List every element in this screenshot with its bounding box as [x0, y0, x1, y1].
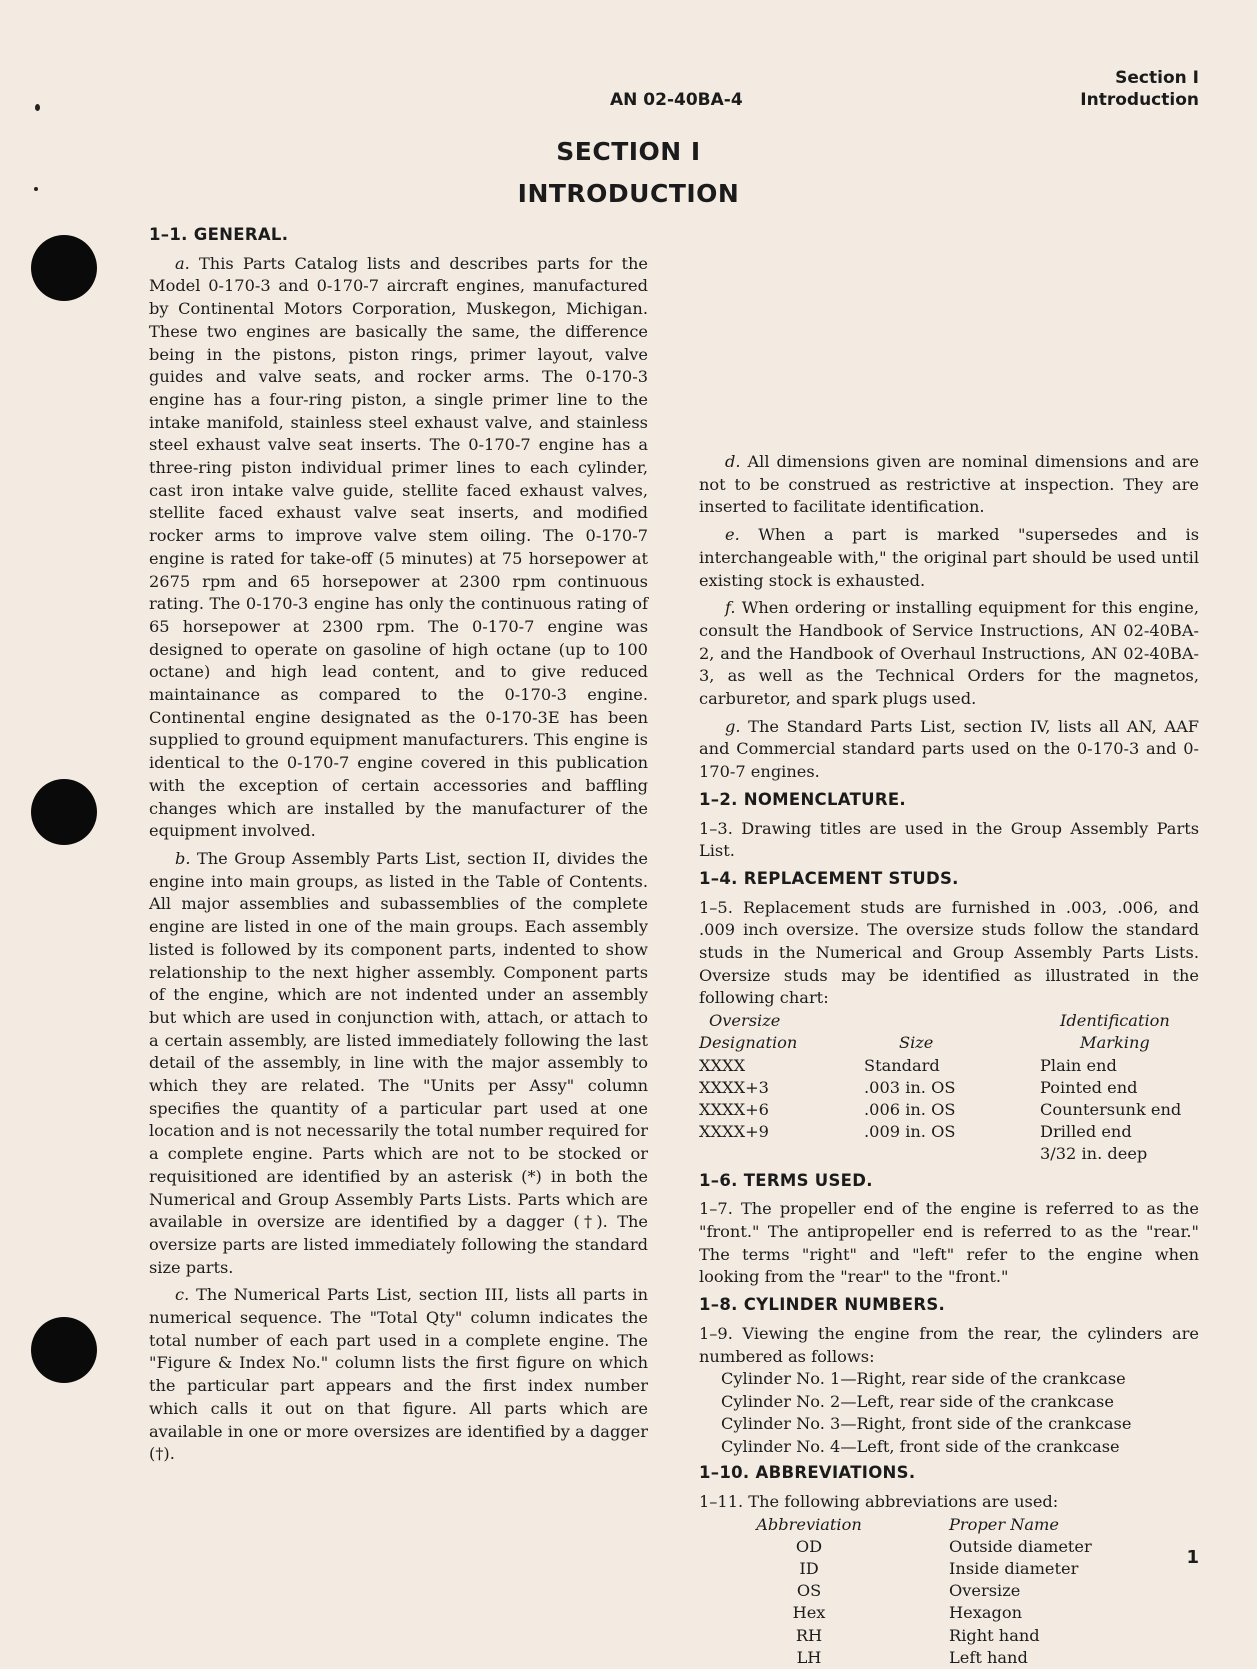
paragraph-c: [149, 1284, 648, 1466]
paragraph-text: When a part is marked "supersedes and is interchangeable with," the original part should be used until existing stock is exhausted.: [699, 525, 1199, 590]
table-cell: Pointed end: [1040, 1077, 1138, 1097]
table-cell: XXXX+3: [699, 1077, 769, 1097]
table-cell: [699, 1143, 864, 1165]
table-cell: Drilled end: [1040, 1122, 1132, 1142]
paragraph-text: The Group Assembly Parts List, section II, divides the engine into main groups, as listed in the Table of Contents. All major assemblies and subassemblies of the complete engine are listed in one of the main groups. Each assembly listed is followed by its component parts, indented to show relationship to the next higher assembly. Component parts of the engine, which are not indented under an assembly but which are used in conjunction with, attach, or attach to a certain assembly, are listed immediately following the last detail of the assembly, in line with the major assembly to which they are related. The "Units per Assy" column specifies the quantity of a particular part used at one location and is not necessarily the total number required for a complete engine. Parts which are not to be stocked or requisitioned are identified by an asterisk (*) in both the Numerical and Group Assembly Parts Lists. Parts which are available in oversize are identified by a dagger (†). The oversize parts are listed immediately following the standard size parts.: [149, 848, 648, 1277]
paragraph-text: The Standard Parts List, section IV, lists all AN, AAF and Commercial standard parts used on the 0-170-3 and 0-170-7 engines.: [699, 716, 1199, 782]
table-row: [699, 1121, 1199, 1143]
paragraph-text: The Numerical Parts List, section III, lists all parts in numerical sequence. The "Total Qty" column indicates the total number of each part used in a complete engine. The "Figure & Index No." column lists the first figure on which the particular part appears and the first index number which calls it out on that figure. All parts which are available in one or more oversizes are identified by a dagger (†).: [149, 1285, 648, 1464]
table-cell: Inside diameter: [949, 1559, 1079, 1579]
table-cell: XXXX: [699, 1055, 746, 1075]
table-cell: Hexagon: [949, 1603, 1023, 1623]
table-header-cell: Proper Name: [949, 1514, 1059, 1534]
table-header-cell: Abbreviation: [756, 1514, 862, 1534]
item-letter: e.: [725, 525, 740, 545]
table-cell: Oversize: [949, 1581, 1021, 1601]
list-item: Cylinder No. 2—Left, rear side of the crankcase: [721, 1391, 1114, 1411]
table-header-cell: Oversize: [709, 1011, 781, 1031]
item-letter: g.: [725, 716, 741, 736]
table-cell: RH: [795, 1625, 823, 1645]
paragraph-text: When ordering or installing equipment for this engine, consult the Handbook of Service Instructions, AN 02-40BA-2, and the Handbook of Overhaul Instructions, AN 02-40BA-3, as well as the Technical Orders for the magnetos, carburetor, and spark plugs used.: [699, 598, 1200, 709]
left-column: [149, 224, 648, 1471]
heading-nomenclature: 1–2. NOMENCLATURE.: [699, 789, 906, 809]
table-row: [699, 1536, 1199, 1558]
heading-replacement-studs: 1–4. REPLACEMENT STUDS.: [699, 868, 959, 888]
studs-table: [699, 1010, 1199, 1165]
paragraph-text: All dimensions given are nominal dimensions and are not to be construed as restrictive at inspection. They are inserted to facilitate identification.: [699, 452, 1199, 517]
item-letter: f.: [725, 598, 736, 618]
table-header-row: [699, 1032, 1199, 1054]
document-number: AN 02-40BA-4: [610, 90, 743, 110]
table-row: [699, 1647, 1199, 1669]
paragraph-f: [699, 597, 1199, 711]
table-row: [699, 1055, 1199, 1077]
table-cell: .003 in. OS: [864, 1077, 956, 1097]
binder-hole-top: [31, 235, 97, 301]
header-section-label: Section I: [1115, 68, 1199, 88]
section-subtitle: INTRODUCTION: [517, 179, 740, 208]
table-row: [699, 1602, 1199, 1624]
table-cell: Hex: [792, 1603, 826, 1623]
cylinder-list: [721, 1368, 1199, 1458]
paragraph-abbreviations: 1–11. The following abbreviations are used:: [699, 1491, 1059, 1511]
margin-mark: [35, 104, 40, 111]
table-cell: [864, 1143, 1040, 1165]
right-column: [699, 451, 1199, 1669]
abbreviations-table: [699, 1514, 1199, 1669]
item-letter: d.: [725, 452, 741, 471]
table-cell: Countersunk end: [1040, 1099, 1182, 1119]
table-header-cell: Size: [899, 1033, 934, 1053]
heading-terms-used: 1–6. TERMS USED.: [699, 1170, 873, 1190]
table-cell: .009 in. OS: [864, 1122, 956, 1142]
table-header-row: [699, 1010, 1199, 1032]
table-row: [699, 1558, 1199, 1580]
list-item: Cylinder No. 3—Right, front side of the crankcase: [721, 1414, 1132, 1434]
paragraph-e: [699, 524, 1199, 592]
table-cell: Outside diameter: [949, 1536, 1092, 1556]
paragraph-cylinder-numbers: 1–9. Viewing the engine from the rear, the cylinders are numbered as follows:: [699, 1323, 1199, 1366]
table-cell: XXXX+6: [699, 1099, 769, 1119]
table-cell: XXXX+9: [699, 1122, 769, 1142]
table-row: [699, 1077, 1199, 1099]
binder-hole-bottom: [31, 1317, 97, 1383]
table-row: [699, 1099, 1199, 1121]
list-item: Cylinder No. 4—Left, front side of the crankcase: [721, 1436, 1120, 1456]
paragraph-b: [149, 848, 648, 1279]
table-cell: Plain end: [1040, 1055, 1117, 1075]
heading-cylinder-numbers: 1–8. CYLINDER NUMBERS.: [699, 1295, 946, 1315]
table-cell: Right hand: [949, 1625, 1040, 1645]
table-header-cell: Identification: [1060, 1011, 1170, 1031]
item-letter: b.: [175, 848, 191, 868]
table-header-cell: [864, 1010, 1040, 1032]
item-letter: a.: [175, 253, 190, 273]
table-cell: .006 in. OS: [864, 1099, 956, 1119]
table-cell: OS: [796, 1581, 822, 1601]
table-cell: Standard: [864, 1055, 940, 1075]
table-header-cell: Designation: [699, 1033, 798, 1053]
heading-abbreviations: 1–10. ABBREVIATIONS.: [699, 1463, 916, 1483]
paragraph-text: This Parts Catalog lists and describes parts for the Model 0-170-3 and 0-170-7 aircraft engines, manufactured by Continental Motors Corporation, Muskegon, Michigan. These two engines are basically the same, the difference being in the pistons, piston rings, primer layout, valve guides and valve seats, and rocker arms. The 0-170-3 engine has a four-ring piston, a single primer line to the intake manifold, stainless steel exhaust valve, and stainless steel exhaust valve seat inserts. The 0-170-7 engine has a three-ring piston individual primer lines to each cylinder, cast iron intake valve guide, stellite faced exhaust valves, stellite faced exhaust valve seat inserts, and modified rocker arms to improve valve stem oiling. The 0-170-7 engine is rated for take-off (5 minutes) at 75 horsepower at 2675 rpm and 65 horsepower at 2300 rpm continuous rating. The 0-170-3 engine has only the continuous rating of 65 horsepower at 2300 rpm. The 0-170-7 engine was designed to operate on gasoline of high octane (up to 100 octane) and high lead content, and to give reduced maintainance as compared to the 0-170-3 engine. Continental engine designated as the 0-170-3E has been supplied to ground equipment manufacturers. This engine is identical to the 0-170-7 engine covered in this publication with the exception of certain accessories and baffling changes which are installed by the manufacturer of the equipment involved.: [149, 253, 649, 841]
paragraph-replacement-studs: 1–5. Replacement studs are furnished in .003, .006, and .009 inch oversize. The oversize studs follow the standard studs in the Numerical and Group Assembly Parts Lists. Oversize studs may be identified as illustrated in the following chart:: [699, 897, 1199, 1008]
section-title: SECTION I: [556, 137, 701, 166]
table-cell: Left hand: [949, 1647, 1028, 1667]
binder-hole-middle: [31, 779, 97, 845]
table-cell: LH: [796, 1647, 822, 1667]
header-section-name: Introduction: [1080, 90, 1199, 110]
paragraph-terms-used: 1–7. The propeller end of the engine is referred to as the "front." The antipropeller end is referred to as the "rear." The terms "right" and "left" refer to the engine when looking from the "rear" to the "front.": [699, 1199, 1199, 1287]
table-row: [699, 1625, 1199, 1647]
table-cell: 3/32 in. deep: [1040, 1144, 1148, 1164]
item-letter: c.: [175, 1285, 190, 1305]
table-row: [699, 1143, 1199, 1165]
table-cell: OD: [795, 1536, 823, 1556]
table-cell: ID: [799, 1559, 819, 1579]
paragraph-d: [699, 451, 1199, 519]
table-header-row: [699, 1514, 1199, 1536]
paragraph-g: [699, 716, 1199, 784]
paragraph-a: [149, 253, 648, 843]
table-header-cell: Marking: [1080, 1033, 1150, 1053]
paragraph-nomenclature: 1–3. Drawing titles are used in the Group Assembly Parts List.: [699, 818, 1199, 861]
list-item: Cylinder No. 1—Right, rear side of the crankcase: [721, 1369, 1126, 1389]
page-number: 1: [1186, 1547, 1199, 1568]
heading-general: 1–1. GENERAL.: [149, 225, 289, 244]
table-row: [699, 1580, 1199, 1602]
